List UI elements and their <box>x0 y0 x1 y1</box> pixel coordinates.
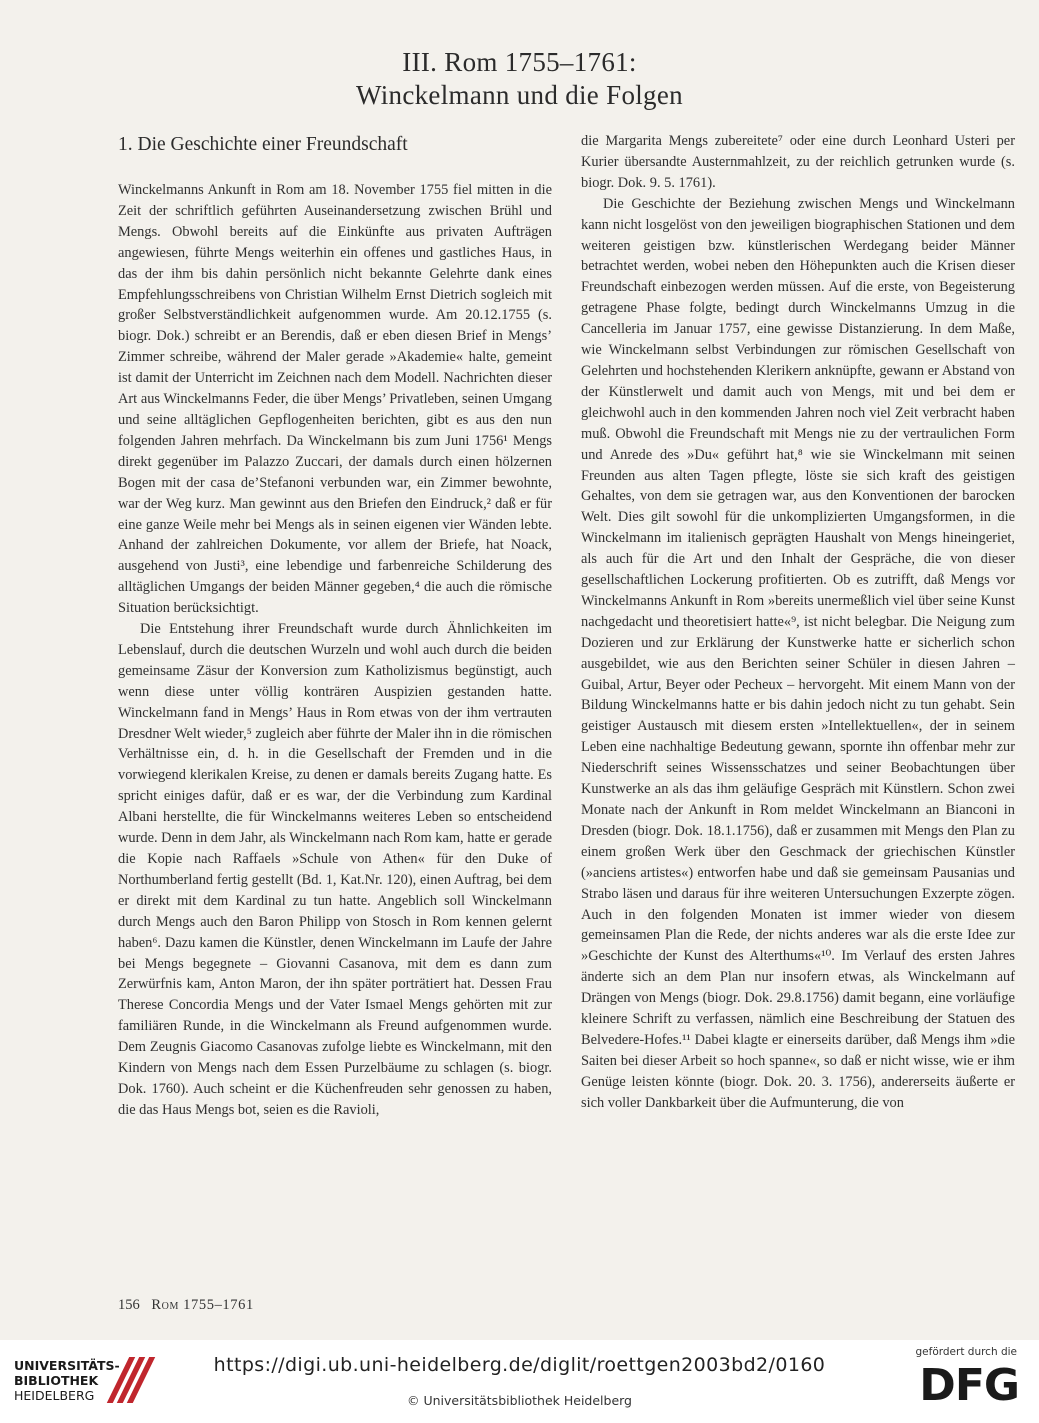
dfg-funding-label: gefördert durch die <box>915 1346 1017 1358</box>
page-folio <box>118 1297 254 1314</box>
section-heading: 1. Die Geschichte einer Freundschaft <box>118 134 408 155</box>
right-paragraph-1: die Margarita Mengs zubereitete⁷ oder eine durch Leonhard Usteri per Kurier übersandte Austernmahlzeit, zu der reichlich getrunken wurde (s. biogr. Dok. 9. 5. 1761). <box>581 133 1015 191</box>
library-name-line-1: UNIVERSITÄTS- <box>14 1358 120 1373</box>
document-url-link[interactable]: https://digi.ub.uni-heidelberg.de/diglit/roettgen2003bd2/0160 <box>213 1354 826 1376</box>
chapter-title-line-2: Winckelmann und die Folgen <box>356 80 683 110</box>
left-paragraph-1: Winckelmanns Ankunft in Rom am 18. November 1755 fiel mitten in die Zeit der schriftlich geführten Auseinandersetzung zwischen Brühl und Mengs. Obwohl bereits auf die Einkünfte aus privaten Aufträgen angewiesen, führte Mengs weiterhin ein offenes und gastliches Haus, in das der ihm bis dahin persönlich nicht bekannte Gelehrte dank eines Empfehlungsschreibens von Christian Wilhelm Ernst Dietrich sogleich mit großer Selbstverständlichkeit aufgenommen wurde. Am 20.12.1755 (s. biogr. Dok.) schreibt er an Berendis, daß er eben diesen Brief in Mengs’ Zimmer schreibe, während der Maler gerade »Akademie« halte, gemeint ist damit der Unterricht im Zeichnen nach dem Modell. Nachrichten dieser Art aus Winckelmanns Feder, die über Mengs’ Privatleben, seinen Umgang und seine alltäglichen Gepflogenheiten berichten, gibt es aus den nun folgenden Jahren mehrfach. Da Winckelmann bis zum Juni 1756¹ Mengs direkt gegenüber im Palazzo Zuccari, der damals durch einen hölzernen Bogen mit der casa de’Stefanoni verbunden war, ein Zimmer bewohnte, war der Weg kurz. Man gewinnt aus den Briefen den Eindruck,² daß er für eine ganze Weile mehr bei Mengs als in seinen eigenen vier Wänden lebte. Anhand der zahlreichen Dokumente, vor allem der Briefe, hat Noack, ausgehend von Justi³, eine lebendige und farbenreiche Schilderung des alltäglichen Umgangs der beiden Männer gegeben,⁴ die auch die römische Situation berücksichtigt. <box>118 182 552 617</box>
right-column <box>581 131 1015 1114</box>
library-name-line-2: BIBLIOTHEK <box>14 1373 99 1388</box>
dfg-logo: DFG <box>919 1360 1019 1411</box>
left-paragraph-2: Die Entstehung ihrer Freundschaft wurde durch Ähnlichkeiten im Lebenslauf, durch die deutschen Wurzeln und wohl auch durch die beiden gemeinsame Zäsur der Konversion zum Katholizismus begünstigt, auch wenn diese unter völlig konträren Auspizien gestanden hatte. Winckelmann fand in Mengs’ Haus in Rom etwas von der ihm vertrauten Dresdner Welt wieder,⁵ zugleich aber führte der Maler ihn in die römischen Verhältnisse ein, d. h. in die Gesellschaft der Fremden und in die vorwiegend klerikalen Kreise, zu denen er damals bereits Zugang hatte. Es spricht einiges dafür, daß er es war, der die Verbindung zum Kardinal Albani herstellte, die für Winckelmanns weiteres Leben so entscheidend wurde. Denn in dem Jahr, als Winckelmann nach Rom kam, hatte er gerade die Kopie nach Raffaels »Schule von Athen« für den Duke of Northumberland fertig gestellt (Bd. 1, Kat.Nr. 120), einen Auftrag, bei dem er direkt mit dem Kardinal zu tun hatte. Angeblich soll Winckelmann durch Mengs auch den Baron Philipp von Stosch in Rom kennen gelernt haben⁶. Dazu kamen die Künstler, denen Winckelmann im Laufe der Jahre bei Mengs begegnete – Giovanni Casanova, mit dem es dann zum Zerwürfnis kam, Anton Maron, der ihn später porträtiert hat. Dessen Frau Therese Concordia Mengs und der Vater Ismael Mengs gehörten mit zur familiären Runde, in die Winckelmann als Freund aufgenommen wurde. Dem Zeugnis Giacomo Casanovas zufolge liebte es Winckelmann, mit den Kindern von Mengs nach dem Essen Purzelbäume zu schlagen (s. biogr. Dok. 1760). Auch scheint er die Küchenfreuden sehr genossen zu haben, die das Haus Mengs bot, seien es die Ravioli, <box>118 621 552 1118</box>
left-column <box>118 180 552 1121</box>
chapter-title <box>0 46 1039 112</box>
library-name-line-3: HEIDELBERG <box>14 1388 95 1403</box>
running-head: Rom 1755–1761 <box>151 1297 254 1313</box>
footer-bar <box>0 1340 1039 1423</box>
right-paragraph-2: Die Geschichte der Beziehung zwischen Mengs und Winckelmann kann nicht losgelöst von den jeweiligen biographischen Stationen und dem weiteren geistigen bzw. künstlerischen Werdegang beider Männer betrachtet werden, wobei neben den Höhepunkten auch die Krisen dieser Freundschaft einbezogen werden müssen. Auf die erste, von Begeisterung getragene Phase folgte, bedingt durch Winckelmanns Umzug in die Cancelleria im Januar 1757, eine gewisse Distanzierung. In dem Maße, wie Winckelmann selbst Verbindungen zur römischen Gesellschaft von Gelehrten und hochstehenden Klerikern anknüpfte, gewann er Abstand von der Künstlerwelt und damit auch von Mengs, mit und bei dem er gleichwohl auch in den kommenden Jahren noch viel Zeit verbracht haben muß. Obwohl die Freundschaft mit Mengs nie zu der vertraulichen Form und Anrede des »Du« geführt hat,⁸ wie sie Winckelmann mit seinen Freunden aus alten Tagen pflegte, löste sie sich kraft des geistigen Gehaltes, von dem sie getragen war, aus den Konventionen der barocken Welt. Dies gilt sowohl für die unkomplizierten Umgangsformen, in die Winckelmann im italienisch geprägten Haushalt von Mengs hineingeriet, als auch für die Art und den Inhalt der Gespräche, die von dieser gesellschaftlichen Lockerung profitierten. Ob es zutrifft, daß Mengs vor Winckelmanns Ankunft in Rom »bereits unermeßlich viel über seine Kunst nachgedacht und theoretisiert hatte«⁹, ist nicht belegbar. Die Neigung zum Dozieren und zur Erklärung der Kunstwerke hatte er sicherlich schon ausgebildet, wie aus den Berichten seiner Schüler in diesen Jahren – Guibal, Artur, Beyer oder Pecheux – hervorgeht. Mit einem Mann von der Bildung Winckelmanns hatte er bis dahin jedoch nicht zu tun gehabt. Sein geistiger Austausch mit diesem ersten »Intellektuellen«, der in seinem Leben eine nachhaltige Bedeutung gewann, spornte ihn offenbar mehr zur Niederschrift seines Wissensschatzes und seiner Beobachtungen über Kunstwerke an als das ihm geläufige Gespräch mit Künstlern. Schon zwei Monate nach der Ankunft in Rom meldet Winckelmann an Bianconi in Dresden (biogr. Dok. 18.1.1756), daß er zusammen mit Mengs den Plan zu einem großen Werk über den Geschmack der griechischen Künstler (»anciens artistes«) entworfen habe und daß sie gemeinsam Pausanias und Strabo läsen und daraus für ihre weiteren Untersuchungen Exzerpte zögen. Auch in den folgenden Monaten ist immer wieder von diesem gemeinsamen Plan die Rede, der nichts anderes war als die erste Idee zur »Geschichte der Kunst des Alterthums«¹⁰. Im Verlauf des ersten Jahres änderte sich an dem Plan nur insofern etwas, als Winckelmann auf Drängen von Mengs (biogr. Dok. 29.8.1756) damit begann, eine vorläufige kleinere Schrift zu verfassen, nämlich eine Beschreibung der Statuen des Belvedere-Hofes.¹¹ Dabei klagte er einerseits darüber, daß Mengs ihm »die Saiten bei dieser Arbeit so hoch spanne«, so daß er nicht wisse, wie er ihm Genüge leisten könnte (biogr. Dok. 20. 3. 1756), andererseits äußerte er sich voller Dankbarkeit über die Aufmunterung, die von <box>581 195 1015 1111</box>
chapter-title-line-1: III. Rom 1755–1761: <box>402 47 637 77</box>
copyright-notice: © Universitätsbibliothek Heidelberg <box>406 1393 632 1408</box>
page-number: 156 <box>118 1297 140 1313</box>
